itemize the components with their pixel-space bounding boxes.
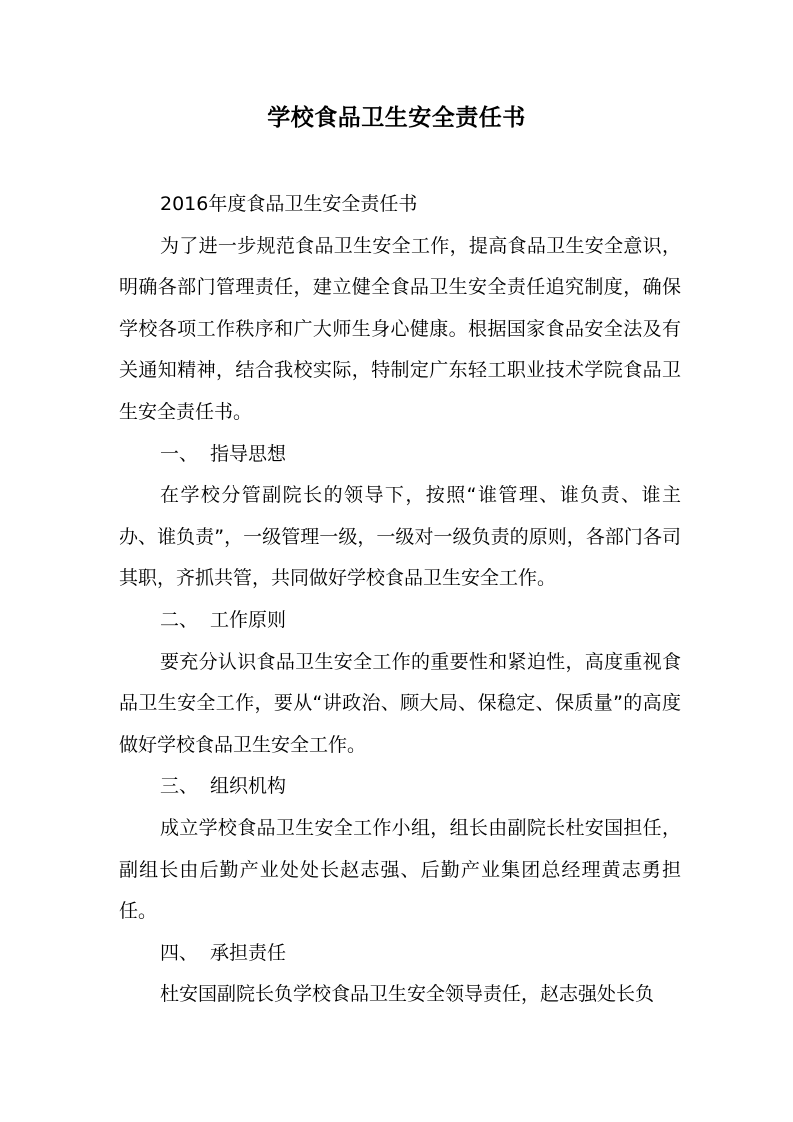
intro-paragraph: 为了进一步规范食品卫生安全工作，提高食品卫生安全意识，明确各部门管理责任，建立健全食品卫生安全责任追究制度，确保学校各项工作秩序和广大师生身心健康。根据国家食品安全法及有关通知精神，结合我校实际，特制定广东轻工职业技术学院食品卫生安全责任书。 (119, 234, 681, 423)
section-heading-1 (119, 434, 681, 476)
section-number: 二、 (160, 608, 199, 631)
section-paragraph-1: 在学校分管副院长的领导下，按照“谁管理、谁负责、谁主办、谁负责”，一级管理一级，一级对一级负责的原则，各部门各司其职，齐抓共管，共同做好学校食品卫生安全工作。 (119, 484, 681, 590)
section-title: 承担责任 (210, 941, 287, 964)
section-number: 一、 (160, 442, 199, 465)
document-body (119, 184, 681, 1016)
section-heading-2 (119, 600, 681, 642)
section-number: 四、 (160, 941, 199, 964)
section-title: 工作原则 (210, 608, 287, 631)
section-title: 组织机构 (210, 775, 287, 798)
section-paragraph-4: 杜安国副院长负学校食品卫生安全领导责任，赵志强处长负 (160, 983, 655, 1006)
section-heading-4 (119, 933, 681, 975)
section-number: 三、 (160, 775, 199, 798)
document-subtitle: 2016年度食品卫生安全责任书 (160, 193, 418, 215)
section-title: 指导思想 (210, 442, 287, 465)
section-paragraph-3: 成立学校食品卫生安全工作小组，组长由副院长杜安国担任，副组长由后勤产业处处长赵志强、后勤产业集团总经理黄志勇担任。 (119, 816, 681, 923)
section-heading-3 (119, 766, 681, 808)
document-title: 学校食品卫生安全责任书 (267, 105, 526, 131)
section-paragraph-2: 要充分认识食品卫生安全工作的重要性和紧迫性，高度重视食品卫生安全工作，要从“讲政治、顾大局、保稳定、保质量”的高度做好学校食品卫生安全工作。 (119, 650, 681, 756)
